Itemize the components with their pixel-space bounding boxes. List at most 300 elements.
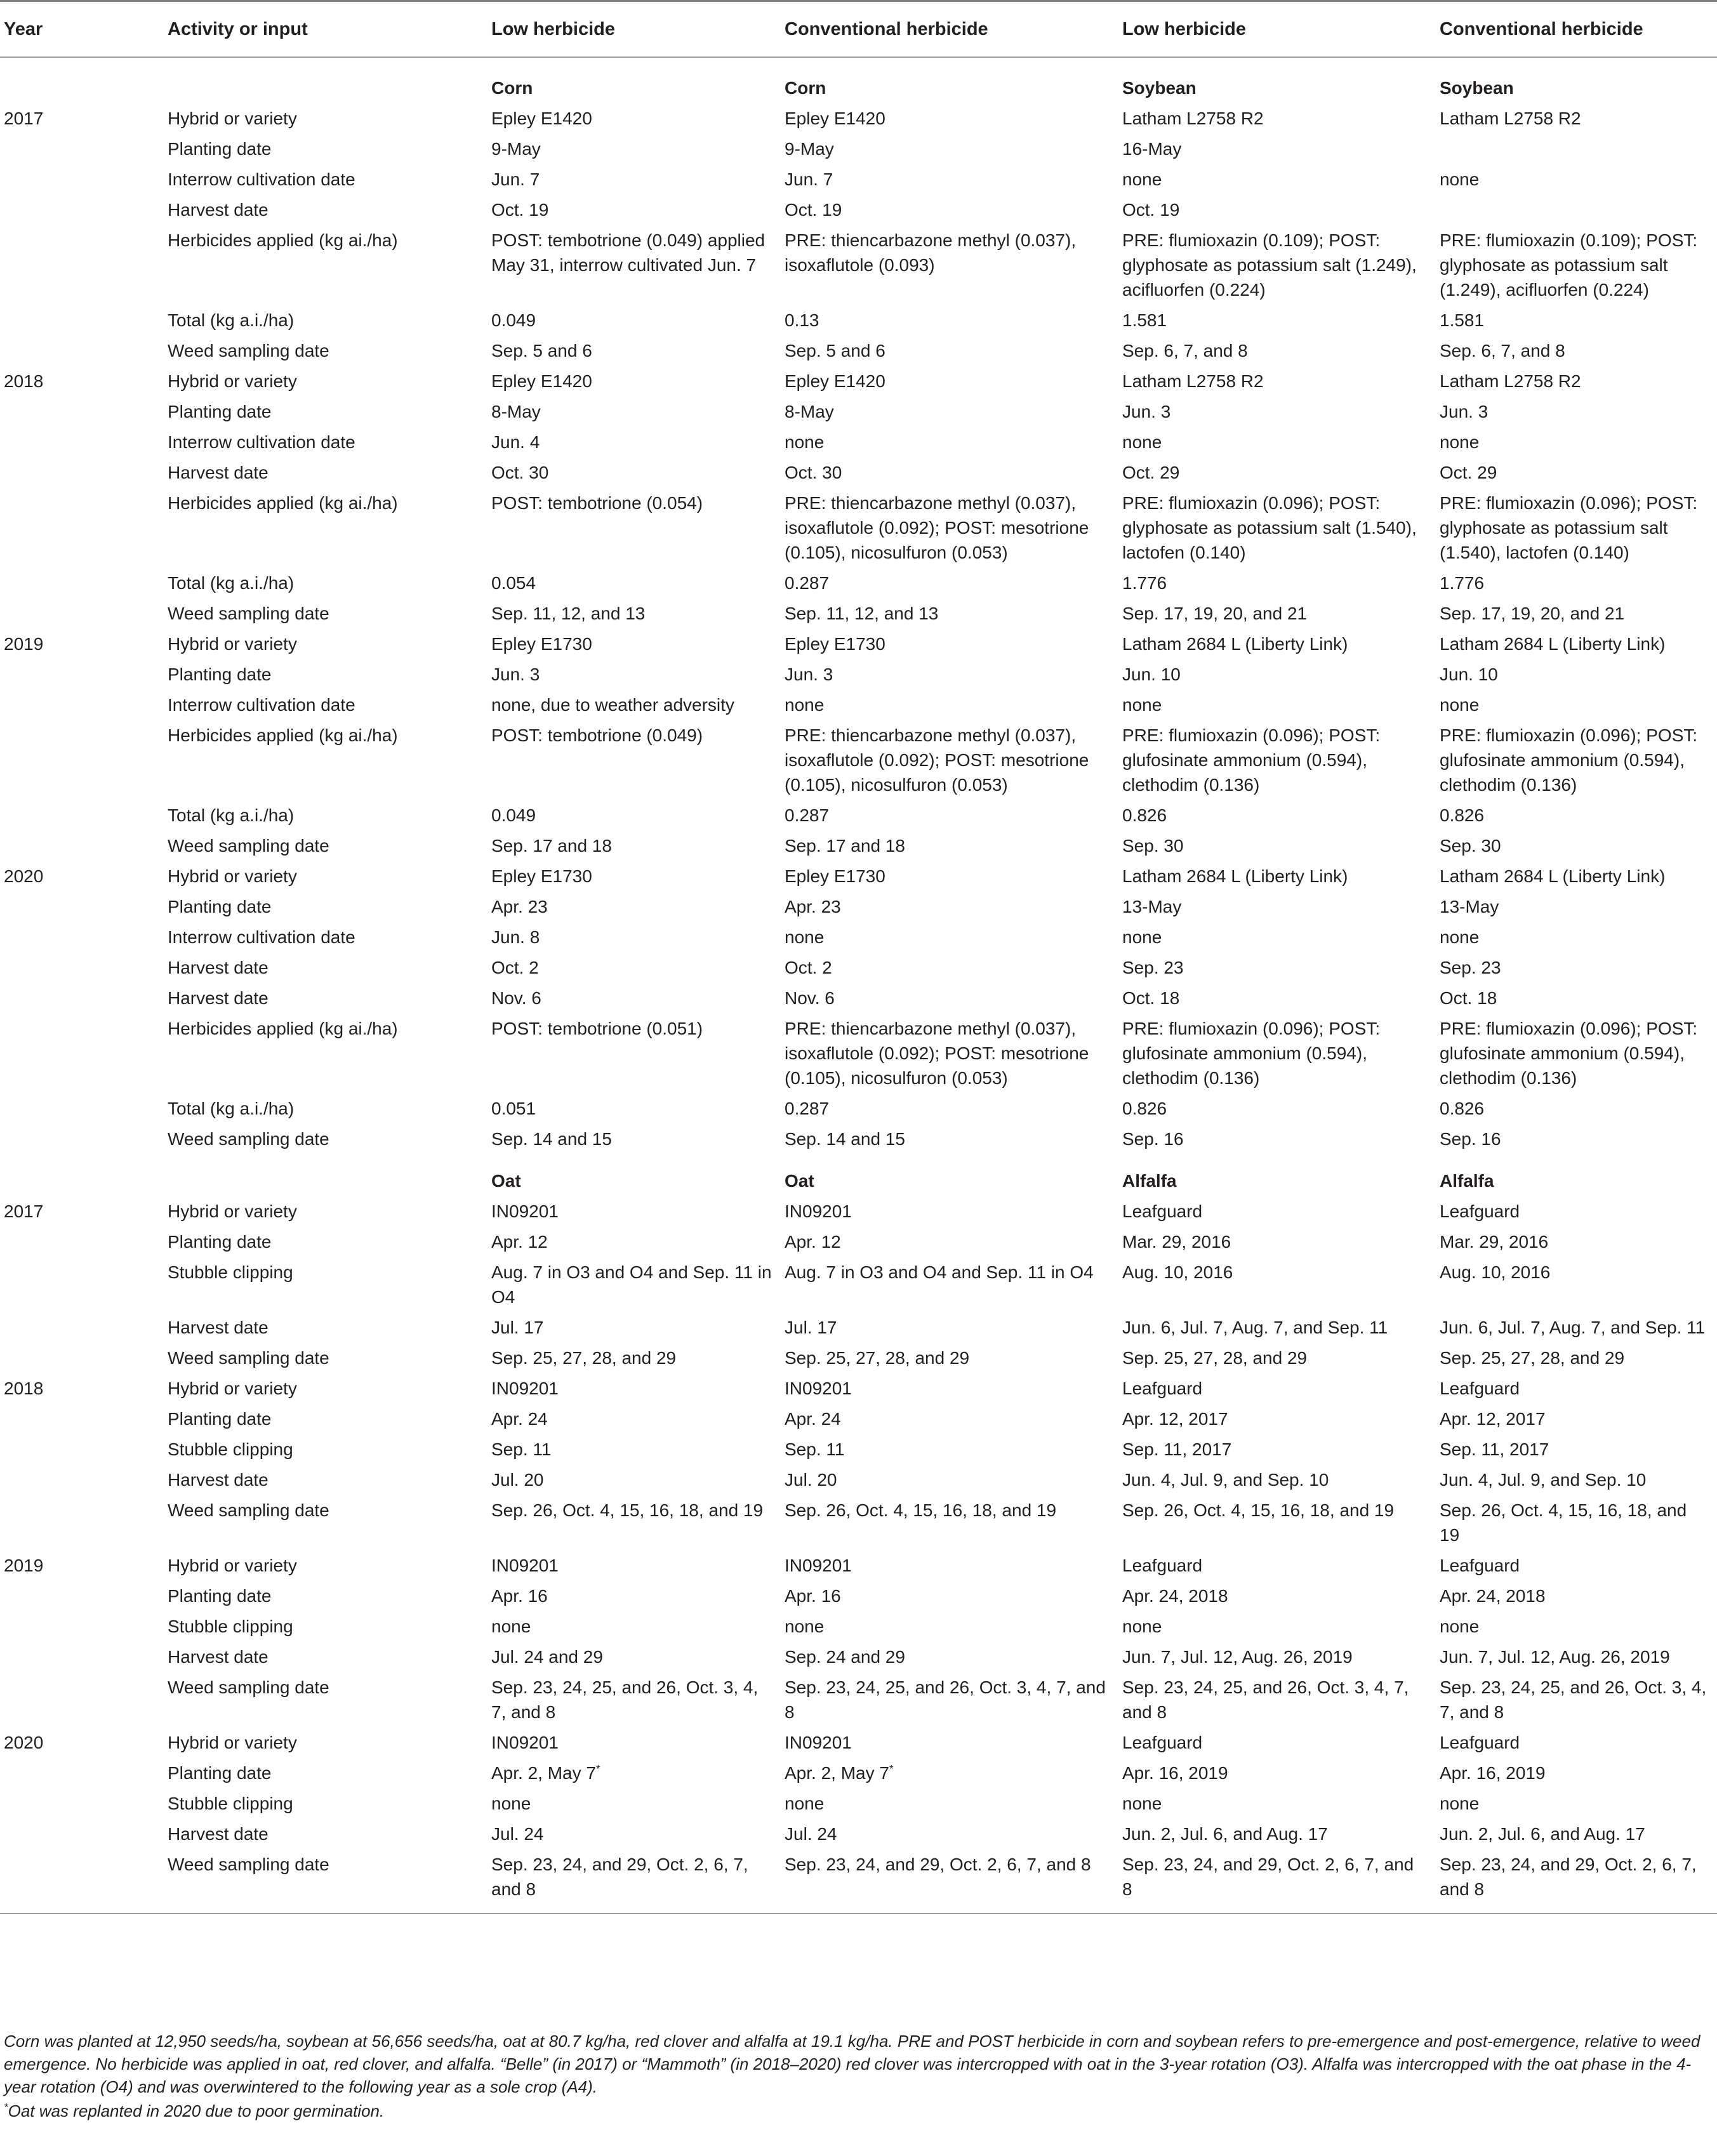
cell-text: none xyxy=(1440,1617,1480,1636)
cell-text: Sep. 25, 27, 28, and 29 xyxy=(785,1348,970,1368)
cell-text: Sep. 23, 24, 25, and 26, Oct. 3, 4, 7, and 8 xyxy=(785,1677,1106,1722)
cell-text: none xyxy=(1122,432,1162,452)
cell-text: Leafguard xyxy=(1122,1556,1203,1575)
activity-cell xyxy=(161,800,485,831)
conventional-herbicide-cell xyxy=(778,1819,1116,1849)
cell-text: Jun. 2, Jul. 6, and Aug. 17 xyxy=(1122,1824,1328,1844)
conventional-herbicide-cell xyxy=(778,629,1116,659)
low-herbicide-cell xyxy=(1116,1581,1433,1611)
activity-cell xyxy=(161,1819,485,1849)
low-herbicide-cell xyxy=(485,1434,778,1465)
table-row xyxy=(0,427,1717,458)
cell-text: Planting date xyxy=(168,139,272,159)
year-cell xyxy=(0,1094,161,1124)
activity-cell xyxy=(161,599,485,629)
cell-text: 13-May xyxy=(1440,897,1499,916)
conventional-herbicide-cell xyxy=(1433,690,1717,720)
table-header xyxy=(0,1,1717,58)
year-cell xyxy=(0,720,161,800)
cell-text: Oct. 30 xyxy=(785,463,842,482)
cell-text: POST: tembotrione (0.049) xyxy=(491,725,703,745)
conventional-herbicide-cell xyxy=(1433,892,1717,922)
conventional-herbicide-cell xyxy=(778,164,1116,195)
cell-text: 16-May xyxy=(1122,139,1182,159)
table-row xyxy=(0,164,1717,195)
activity-cell xyxy=(161,1404,485,1434)
activity-cell xyxy=(161,305,485,336)
cell-text: Harvest date xyxy=(168,1470,268,1490)
footnote-replant xyxy=(4,2100,1711,2122)
cell-text: Leafguard xyxy=(1440,1379,1520,1398)
low-herbicide-cell xyxy=(485,1343,778,1373)
cell-text: 2017 xyxy=(4,1201,44,1221)
year-cell xyxy=(0,1642,161,1672)
low-herbicide-cell xyxy=(485,1495,778,1551)
cell-text: 0.054 xyxy=(491,573,536,593)
cell-text: Hybrid or variety xyxy=(168,109,297,128)
conventional-herbicide-cell xyxy=(778,1227,1116,1257)
cell-text: Sep. 16 xyxy=(1122,1129,1184,1149)
conventional-herbicide-cell xyxy=(1433,1313,1717,1343)
cell-text: Sep. 26, Oct. 4, 15, 16, 18, and 19 xyxy=(1440,1500,1687,1545)
cell-text: Total (kg a.i./ha) xyxy=(168,573,295,593)
cell-text: none xyxy=(785,432,825,452)
cell-text: Sep. 11, 12, and 13 xyxy=(785,604,939,623)
low-herbicide-cell xyxy=(1116,1227,1433,1257)
cell-text: Apr. 24 xyxy=(491,1409,548,1429)
conventional-herbicide-cell xyxy=(778,1495,1116,1551)
year-cell xyxy=(0,366,161,397)
cell-text: Planting date xyxy=(168,1232,272,1252)
cell-text: Alfalfa xyxy=(1122,1171,1177,1191)
cell-text: Sep. 23 xyxy=(1122,958,1184,977)
cell-text: Sep. 24 and 29 xyxy=(785,1647,905,1667)
cell-text: PRE: thiencarbazone methyl (0.037), isoxaflutole (0.092); POST: mesotrione (0.105), nicosulfuron (0.053) xyxy=(785,1019,1089,1088)
low-herbicide-cell xyxy=(485,720,778,800)
low-herbicide-cell xyxy=(1116,1257,1433,1313)
table-row xyxy=(0,1227,1717,1257)
cell-text: PRE: flumioxazin (0.096); POST: glufosinate ammonium (0.594), clethodim (0.136) xyxy=(1122,1019,1381,1088)
low-herbicide-cell xyxy=(1116,305,1433,336)
cell-text: POST: tembotrione (0.049) applied May 31, interrow cultivated Jun. 7 xyxy=(491,230,766,275)
cell-text: Soybean xyxy=(1440,78,1514,98)
conventional-herbicide-cell xyxy=(778,659,1116,690)
cell-text: none xyxy=(491,1794,531,1813)
cell-text: Oct. 19 xyxy=(1122,200,1180,220)
cell-text: 2019 xyxy=(4,1556,44,1575)
conventional-herbicide-cell xyxy=(778,953,1116,983)
table-row xyxy=(0,690,1717,720)
conventional-herbicide-cell xyxy=(1433,336,1717,366)
table-row xyxy=(0,488,1717,568)
activity-cell xyxy=(161,164,485,195)
activity-cell xyxy=(161,225,485,305)
cell-text: Sep. 26, Oct. 4, 15, 16, 18, and 19 xyxy=(785,1500,1057,1520)
year-cell xyxy=(0,1227,161,1257)
cell-text: 8-May xyxy=(785,402,834,421)
cell-text: Weed sampling date xyxy=(168,341,329,360)
year-cell xyxy=(0,1672,161,1728)
cell-text: Interrow cultivation date xyxy=(168,432,355,452)
table-row xyxy=(0,1642,1717,1672)
low-herbicide-cell xyxy=(1116,1404,1433,1434)
low-herbicide-cell xyxy=(485,599,778,629)
table-row xyxy=(0,305,1717,336)
conventional-herbicide-cell xyxy=(778,861,1116,892)
cell-text: Sep. 30 xyxy=(1440,836,1501,856)
cell-text: Jun. 4, Jul. 9, and Sep. 10 xyxy=(1440,1470,1647,1490)
conventional-herbicide-cell xyxy=(778,427,1116,458)
empty-cell xyxy=(161,1154,485,1196)
cell-text: Aug. 7 in O3 and O4 and Sep. 11 in O4 xyxy=(785,1262,1094,1282)
cell-text: Epley E1420 xyxy=(491,109,592,128)
cell-text: none xyxy=(785,1617,825,1636)
conventional-herbicide-cell xyxy=(778,922,1116,953)
cell-text: Apr. 12 xyxy=(785,1232,841,1252)
table-row xyxy=(0,458,1717,488)
cell-text: Mar. 29, 2016 xyxy=(1440,1232,1549,1252)
low-herbicide-cell xyxy=(1116,1611,1433,1642)
table-row xyxy=(0,800,1717,831)
conventional-herbicide-cell xyxy=(778,1849,1116,1914)
header-conventional-herbicide: Conventional herbicide xyxy=(1433,1,1717,58)
cell-text: Sep. 17 and 18 xyxy=(491,836,612,856)
low-herbicide-cell xyxy=(485,1642,778,1672)
low-herbicide-cell xyxy=(485,861,778,892)
conventional-herbicide-cell xyxy=(778,800,1116,831)
low-herbicide-cell xyxy=(1116,922,1433,953)
cell-text: Hybrid or variety xyxy=(168,1379,297,1398)
cell-text: Jul. 17 xyxy=(785,1318,837,1337)
year-cell xyxy=(0,336,161,366)
footnote-mark: * xyxy=(4,2101,8,2113)
conventional-herbicide-cell xyxy=(1433,1849,1717,1914)
conventional-herbicide-cell xyxy=(1433,568,1717,599)
low-herbicide-cell xyxy=(1116,195,1433,225)
cell-text: 0.13 xyxy=(785,310,819,330)
activity-cell xyxy=(161,195,485,225)
cell-text: Stubble clipping xyxy=(168,1794,293,1813)
low-herbicide-cell xyxy=(1116,427,1433,458)
table-row xyxy=(0,134,1717,164)
conventional-herbicide-cell xyxy=(1433,800,1717,831)
crop-name-cell xyxy=(485,57,778,103)
cell-text: Epley E1730 xyxy=(491,866,592,886)
crop-name-cell xyxy=(778,57,1116,103)
year-cell xyxy=(0,568,161,599)
cell-text: Sep. 11 xyxy=(785,1439,845,1459)
cell-text: Latham 2684 L (Liberty Link) xyxy=(1122,866,1348,886)
conventional-herbicide-cell xyxy=(778,831,1116,861)
conventional-herbicide-cell xyxy=(778,1728,1116,1758)
conventional-herbicide-cell xyxy=(778,1672,1116,1728)
table-row xyxy=(0,1373,1717,1404)
conventional-herbicide-cell xyxy=(778,1611,1116,1642)
activity-cell xyxy=(161,690,485,720)
cell-text: Apr. 16, 2019 xyxy=(1440,1763,1546,1783)
cell-text: Aug. 10, 2016 xyxy=(1440,1262,1551,1282)
cell-text: Apr. 16 xyxy=(491,1586,548,1606)
conventional-herbicide-cell xyxy=(1433,1227,1717,1257)
activity-cell xyxy=(161,427,485,458)
cell-text: Sep. 11, 2017 xyxy=(1122,1439,1232,1459)
year-cell xyxy=(0,800,161,831)
year-cell xyxy=(0,1611,161,1642)
cell-text: Jun. 3 xyxy=(785,665,833,684)
table-footnotes xyxy=(4,2030,1711,2122)
conventional-herbicide-cell xyxy=(778,103,1116,134)
conventional-herbicide-cell xyxy=(1433,305,1717,336)
low-herbicide-cell xyxy=(485,1819,778,1849)
conventional-herbicide-cell xyxy=(1433,953,1717,983)
low-herbicide-cell xyxy=(485,305,778,336)
conventional-herbicide-cell xyxy=(1433,1373,1717,1404)
cell-text: Sep. 23, 24, and 29, Oct. 2, 6, 7, and 8 xyxy=(1440,1855,1697,1899)
conventional-herbicide-cell xyxy=(1433,861,1717,892)
conventional-herbicide-cell xyxy=(1433,103,1717,134)
year-cell xyxy=(0,892,161,922)
cell-text: 9-May xyxy=(785,139,834,159)
activity-cell xyxy=(161,1642,485,1672)
cell-text: Stubble clipping xyxy=(168,1439,293,1459)
conventional-herbicide-cell xyxy=(1433,1819,1717,1849)
low-herbicide-cell xyxy=(485,629,778,659)
cell-text: Apr. 16, 2019 xyxy=(1122,1763,1228,1783)
cell-text: IN09201 xyxy=(785,1733,852,1752)
year-cell xyxy=(0,225,161,305)
low-herbicide-cell xyxy=(1116,568,1433,599)
cell-text: IN09201 xyxy=(491,1379,559,1398)
table-row xyxy=(0,983,1717,1014)
low-herbicide-cell xyxy=(1116,1313,1433,1343)
conventional-herbicide-cell xyxy=(778,458,1116,488)
cell-text: PRE: flumioxazin (0.096); POST: glyphosate as potassium salt (1.540), lactofen (0.140) xyxy=(1440,493,1698,562)
cell-text: PRE: flumioxazin (0.096); POST: glufosinate ammonium (0.594), clethodim (0.136) xyxy=(1440,725,1698,795)
cell-text: Apr. 12, 2017 xyxy=(1440,1409,1546,1429)
low-herbicide-cell xyxy=(1116,629,1433,659)
cell-text: none xyxy=(785,927,825,947)
activity-cell xyxy=(161,1672,485,1728)
cell-text: 0.287 xyxy=(785,805,830,825)
cell-text: Sep. 26, Oct. 4, 15, 16, 18, and 19 xyxy=(491,1500,764,1520)
cell-text: 0.826 xyxy=(1440,1099,1485,1118)
table-row xyxy=(0,892,1717,922)
cell-text: Oct. 18 xyxy=(1122,988,1180,1008)
table-row xyxy=(0,1094,1717,1124)
table-row xyxy=(0,1551,1717,1581)
cell-text: Harvest date xyxy=(168,1318,268,1337)
low-herbicide-cell xyxy=(485,1728,778,1758)
cell-text: 0.049 xyxy=(491,805,536,825)
table-row xyxy=(0,1495,1717,1551)
low-herbicide-cell xyxy=(485,366,778,397)
low-herbicide-cell xyxy=(1116,397,1433,427)
cell-text: Jun. 7 xyxy=(785,169,833,189)
year-cell xyxy=(0,1257,161,1313)
table-row xyxy=(0,831,1717,861)
conventional-herbicide-cell xyxy=(1433,164,1717,195)
table-row xyxy=(0,195,1717,225)
conventional-herbicide-cell xyxy=(1433,1581,1717,1611)
low-herbicide-cell xyxy=(1116,1551,1433,1581)
year-cell xyxy=(0,1789,161,1819)
footnote-main: Corn was planted at 12,950 seeds/ha, soybean at 56,656 seeds/ha, oat at 80.7 kg/ha, red clover and alfalfa at 19.1 kg/ha. PRE and POST herbicide in corn and soybean refers to pre-emergence and post-emergence, relative to weed emergence. No herbicide was applied in oat, red clover, and alfalfa. “Belle” (in 2017) or “Mammoth” (in 2018–2020) red clover was intercropped with oat in the 3-year rotation (O3). Alfalfa was intercropped with the oat phase in the 4-year rotation (O4) and was overwintered to the following year as a sole crop (A4). xyxy=(4,2032,1700,2096)
cell-text: none xyxy=(1122,1794,1162,1813)
cell-text: Apr. 23 xyxy=(491,897,548,916)
cell-text: Harvest date xyxy=(168,1647,268,1667)
year-cell xyxy=(0,134,161,164)
cell-text: Leafguard xyxy=(1122,1733,1203,1752)
cell-text: Sep. 23, 24, and 29, Oct. 2, 6, 7, and 8 xyxy=(491,1855,748,1899)
cell-text: none xyxy=(1440,1794,1480,1813)
cell-text: Latham 2684 L (Liberty Link) xyxy=(1122,634,1348,654)
cell-text: 2019 xyxy=(4,634,44,654)
activity-cell xyxy=(161,629,485,659)
cell-text: 1.776 xyxy=(1440,573,1485,593)
cell-text: Jun. 3 xyxy=(491,665,540,684)
low-herbicide-cell xyxy=(485,397,778,427)
empty-cell xyxy=(161,57,485,103)
table-row xyxy=(0,1014,1717,1094)
cell-text: Oct. 2 xyxy=(785,958,832,977)
cell-text: Sep. 11, 2017 xyxy=(1440,1439,1549,1459)
table-body xyxy=(0,57,1717,1914)
low-herbicide-cell xyxy=(1116,1849,1433,1914)
conventional-herbicide-cell xyxy=(778,1434,1116,1465)
crop-name-cell xyxy=(1433,1154,1717,1196)
cell-text: Jun. 7, Jul. 12, Aug. 26, 2019 xyxy=(1122,1647,1353,1667)
year-cell xyxy=(0,983,161,1014)
cell-text: Jun. 10 xyxy=(1440,665,1498,684)
cell-text: 0.287 xyxy=(785,573,830,593)
activity-cell xyxy=(161,861,485,892)
activity-cell xyxy=(161,366,485,397)
conventional-herbicide-cell xyxy=(1433,488,1717,568)
cell-text: Jun. 3 xyxy=(1440,402,1488,421)
activity-cell xyxy=(161,1373,485,1404)
activity-cell xyxy=(161,1849,485,1914)
low-herbicide-cell xyxy=(1116,1094,1433,1124)
activity-cell xyxy=(161,134,485,164)
cell-text: Nov. 6 xyxy=(785,988,835,1008)
low-herbicide-cell xyxy=(1116,690,1433,720)
cell-text: Interrow cultivation date xyxy=(168,695,355,715)
low-herbicide-cell xyxy=(1116,1465,1433,1495)
cell-text: Weed sampling date xyxy=(168,604,329,623)
activity-cell xyxy=(161,1789,485,1819)
table-row xyxy=(0,1672,1717,1728)
low-herbicide-cell xyxy=(1116,1642,1433,1672)
conventional-herbicide-cell xyxy=(1433,1094,1717,1124)
conventional-herbicide-cell xyxy=(1433,1014,1717,1094)
conventional-herbicide-cell xyxy=(778,366,1116,397)
cell-text: none xyxy=(1122,695,1162,715)
low-herbicide-cell xyxy=(485,1014,778,1094)
year-cell xyxy=(0,1728,161,1758)
cell-text: Latham L2758 R2 xyxy=(1122,109,1264,128)
cell-text: Sep. 14 and 15 xyxy=(491,1129,612,1149)
cell-text: Sep. 26, Oct. 4, 15, 16, 18, and 19 xyxy=(1122,1500,1395,1520)
conventional-herbicide-cell xyxy=(778,1094,1116,1124)
low-herbicide-cell xyxy=(485,922,778,953)
conventional-herbicide-cell xyxy=(778,195,1116,225)
conventional-herbicide-cell xyxy=(778,488,1116,568)
cell-text: Weed sampling date xyxy=(168,1129,329,1149)
year-cell xyxy=(0,1196,161,1227)
cell-text: 1.581 xyxy=(1122,310,1167,330)
cell-text: Planting date xyxy=(168,1586,272,1606)
low-herbicide-cell xyxy=(485,134,778,164)
cell-text: Sep. 25, 27, 28, and 29 xyxy=(491,1348,677,1368)
low-herbicide-cell xyxy=(485,1672,778,1728)
table-row xyxy=(0,1849,1717,1914)
cell-text: Jul. 24 xyxy=(491,1824,544,1844)
conventional-herbicide-cell xyxy=(778,568,1116,599)
activity-cell xyxy=(161,1465,485,1495)
conventional-herbicide-cell xyxy=(1433,1434,1717,1465)
cell-text: Apr. 12 xyxy=(491,1232,548,1252)
cell-text: Planting date xyxy=(168,1409,272,1429)
cell-text: Sep. 5 and 6 xyxy=(785,341,885,360)
crop-header-row xyxy=(0,57,1717,103)
cell-text: Planting date xyxy=(168,897,272,916)
conventional-herbicide-cell xyxy=(1433,1642,1717,1672)
activity-cell xyxy=(161,488,485,568)
cell-text: Jun. 6, Jul. 7, Aug. 7, and Sep. 11 xyxy=(1440,1318,1706,1337)
conventional-herbicide-cell xyxy=(1433,458,1717,488)
cell-text: PRE: thiencarbazone methyl (0.037), isoxaflutole (0.093) xyxy=(785,230,1077,275)
table-row xyxy=(0,1313,1717,1343)
cell-text: Jul. 24 and 29 xyxy=(491,1647,603,1667)
low-herbicide-cell xyxy=(1116,1373,1433,1404)
year-cell xyxy=(0,1819,161,1849)
conventional-herbicide-cell xyxy=(778,225,1116,305)
conventional-herbicide-cell xyxy=(1433,427,1717,458)
activity-cell xyxy=(161,1124,485,1154)
activity-cell xyxy=(161,1313,485,1343)
year-cell xyxy=(0,659,161,690)
conventional-herbicide-cell xyxy=(1433,1728,1717,1758)
year-cell xyxy=(0,427,161,458)
cell-text: Apr. 2, May 7 xyxy=(785,1763,889,1783)
low-herbicide-cell xyxy=(485,831,778,861)
cell-text: Planting date xyxy=(168,1763,272,1783)
low-herbicide-cell xyxy=(485,1257,778,1313)
cell-text: 2020 xyxy=(4,1733,44,1752)
footnote-mark: * xyxy=(595,1762,600,1775)
cell-text: Weed sampling date xyxy=(168,1855,329,1874)
cell-text: Herbicides applied (kg ai./ha) xyxy=(168,493,398,513)
conventional-herbicide-cell xyxy=(1433,1611,1717,1642)
cell-text: Epley E1420 xyxy=(785,371,885,391)
table-row xyxy=(0,1789,1717,1819)
conventional-herbicide-cell xyxy=(1433,1551,1717,1581)
header-row xyxy=(0,1,1717,58)
cell-text: Planting date xyxy=(168,665,272,684)
cell-text: Apr. 24, 2018 xyxy=(1122,1586,1228,1606)
low-herbicide-cell xyxy=(485,336,778,366)
low-herbicide-cell xyxy=(1116,1819,1433,1849)
activity-cell xyxy=(161,720,485,800)
cell-text: IN09201 xyxy=(491,1556,559,1575)
cell-text: 0.049 xyxy=(491,310,536,330)
cell-text: Weed sampling date xyxy=(168,1348,329,1368)
cell-text: Oat xyxy=(491,1171,521,1191)
low-herbicide-cell xyxy=(485,690,778,720)
table-row xyxy=(0,1465,1717,1495)
cell-text: Sep. 5 and 6 xyxy=(491,341,592,360)
conventional-herbicide-cell xyxy=(778,134,1116,164)
